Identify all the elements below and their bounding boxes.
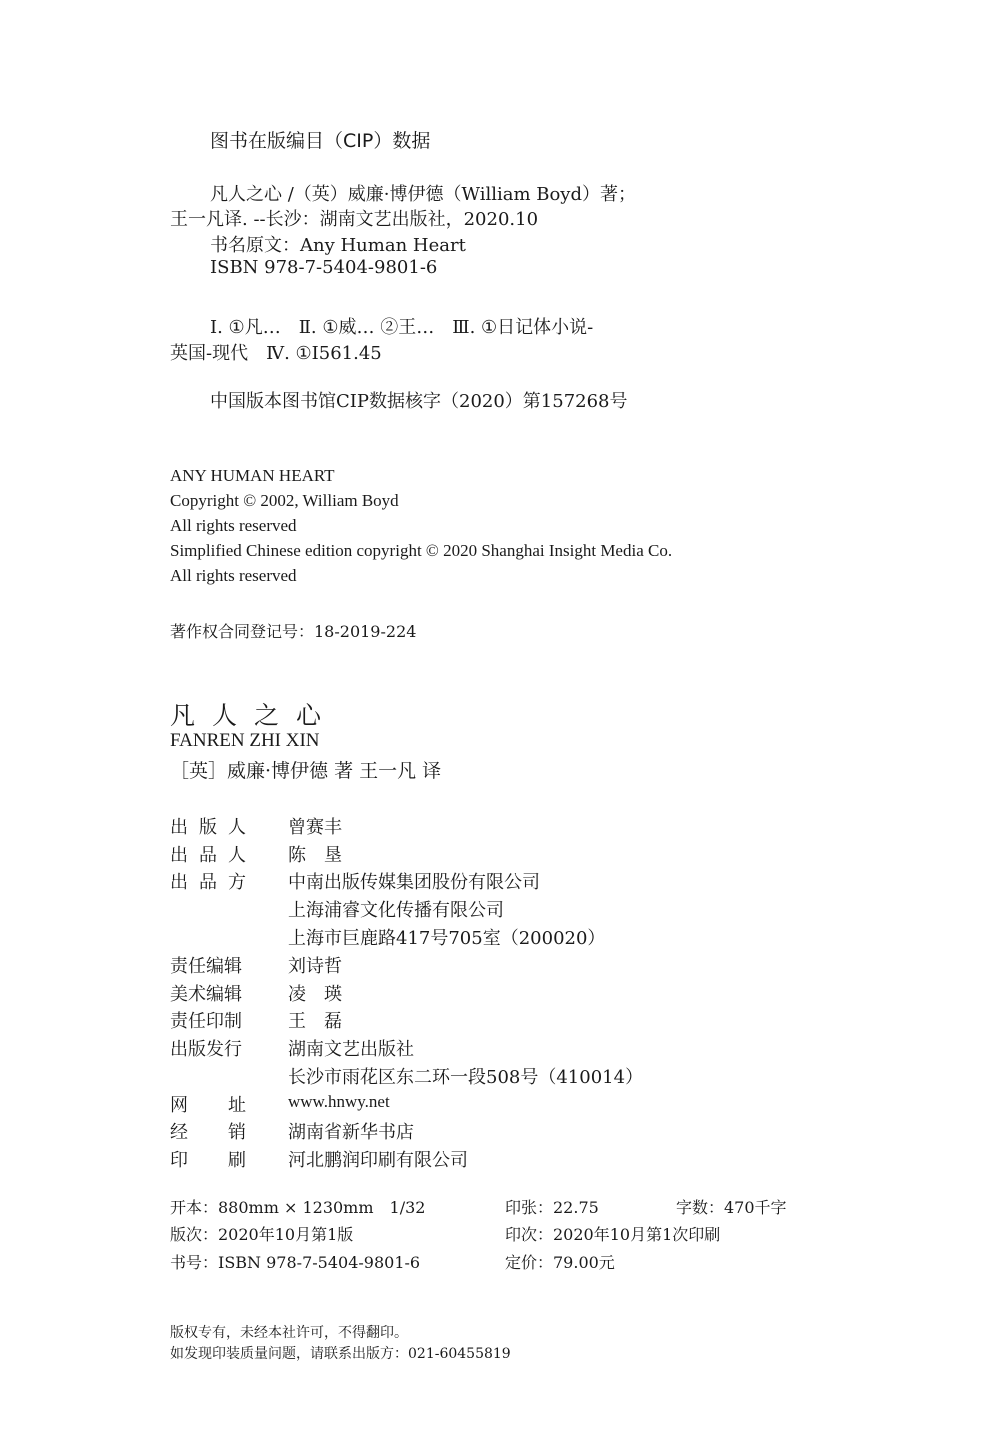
info-label-art-editor: 美术编辑 <box>170 984 242 1005</box>
rights-reserved-2: All rights reserved <box>170 566 297 585</box>
cip-line-classification: Ⅰ. ①凡… Ⅱ. ①威… ②王… Ⅲ. ①日记体小说- <box>210 317 594 338</box>
info-value-production-address: 上海市巨鹿路417号705室（200020） <box>288 928 606 949</box>
info-value-production-party-1: 中南出版传媒集团股份有限公司 <box>288 872 540 893</box>
spec-price: 定价：79.00元 <box>505 1253 615 1272</box>
info-label-distribution: 出版发行 <box>170 1039 242 1060</box>
rights-simplified-edition: Simplified Chinese edition copyright © 2020 Shanghai Insight Media Co. <box>170 541 673 560</box>
rights-copyright: Copyright © 2002, William Boyd <box>170 491 399 510</box>
spec-sheets: 印张：22.75 <box>505 1198 599 1217</box>
info-value-printing: 河北鹏润印刷有限公司 <box>288 1150 468 1171</box>
info-value-distribution: 湖南文艺出版社 <box>288 1039 414 1060</box>
info-label-sales: 经 销 <box>170 1122 246 1143</box>
info-value-publisher: 曾赛丰 <box>288 817 342 838</box>
copyright-registration: 著作权合同登记号：18-2019-224 <box>170 622 417 641</box>
info-value-producer: 陈 垦 <box>288 845 342 866</box>
cip-heading: 图书在版编目（CIP）数据 <box>210 130 431 152</box>
spec-isbn: 书号：ISBN 978-7-5404-9801-6 <box>170 1253 421 1272</box>
spec-words: 字数：470千字 <box>676 1198 787 1217</box>
info-value-sales: 湖南省新华书店 <box>288 1122 414 1143</box>
info-label-editor: 责任编辑 <box>170 956 242 977</box>
info-value-website: www.hnwy.net <box>288 1092 390 1111</box>
spec-edition: 版次：2020年10月第1版 <box>170 1225 354 1244</box>
cip-line-approval-number: 中国版本图书馆CIP数据核字（2020）第157268号 <box>210 391 628 412</box>
footer-copyright-notice: 版权专有，未经本社许可，不得翻印。 <box>170 1325 408 1341</box>
info-label-production-party: 出 品 方 <box>170 872 246 893</box>
info-value-print-manager: 王 磊 <box>288 1011 342 1032</box>
footer-quality-contact: 如发现印装质量问题，请联系出版方：021-60455819 <box>170 1346 511 1362</box>
info-label-producer: 出 品 人 <box>170 845 246 866</box>
info-label-print-manager: 责任印制 <box>170 1011 242 1032</box>
info-value-editor: 刘诗哲 <box>288 956 342 977</box>
cip-line-title: 凡人之心 /（英）威廉·博伊德（William Boyd）著； <box>210 184 636 205</box>
info-value-distribution-address: 长沙市雨花区东二环一段508号（410014） <box>288 1067 644 1088</box>
rights-title-en: ANY HUMAN HEART <box>170 466 335 485</box>
spec-format: 开本：880mm × 1230mm 1/32 <box>170 1198 426 1217</box>
info-label-website: 网 址 <box>170 1095 246 1116</box>
book-authors: ［英］威廉·博伊德 著 王一凡 译 <box>170 760 442 782</box>
info-value-art-editor: 凌 瑛 <box>288 984 342 1005</box>
book-title: 凡人之心 <box>170 701 339 730</box>
cip-line-isbn: ISBN 978-7-5404-9801-6 <box>210 257 438 278</box>
cip-line-original-title: 书名原文：Any Human Heart <box>210 235 466 256</box>
info-value-production-party-2: 上海浦睿文化传播有限公司 <box>288 900 504 921</box>
rights-reserved-1: All rights reserved <box>170 516 297 535</box>
cip-line-classification-cont: 英国-现代 Ⅳ. ①I561.45 <box>170 343 382 364</box>
info-label-publisher: 出 版 人 <box>170 817 246 838</box>
spec-printing: 印次：2020年10月第1次印刷 <box>505 1225 721 1244</box>
cip-line-translator: 王一凡译. --长沙：湖南文艺出版社，2020.10 <box>170 209 539 230</box>
info-label-printing: 印 刷 <box>170 1150 246 1171</box>
book-pinyin: FANREN ZHI XIN <box>170 730 320 751</box>
